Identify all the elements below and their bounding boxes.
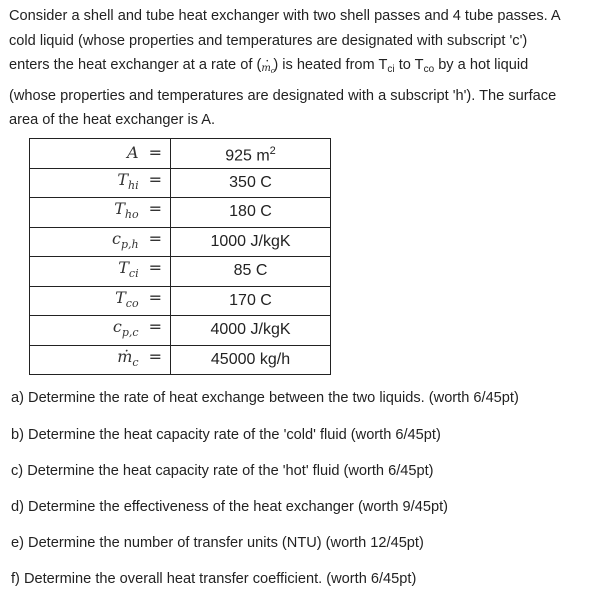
variable-subscript: p,c <box>121 326 139 340</box>
variable-cell <box>30 257 171 287</box>
equals-sign: = <box>148 258 162 278</box>
table-row <box>30 316 331 346</box>
value-text: 350 C <box>229 173 272 191</box>
equals-sign: = <box>148 228 162 248</box>
value-cell <box>171 257 331 287</box>
value-text: 85 C <box>233 262 268 280</box>
equals-sign: = <box>148 169 162 189</box>
variable-symbol: c <box>112 317 122 337</box>
variable-symbol: T <box>117 169 128 189</box>
intro-line-3b: ) is heated from T <box>273 57 388 73</box>
variable-symbol: T <box>115 287 126 307</box>
variable-subscript: c <box>132 355 139 369</box>
intro-line-2: cold liquid (whose properties and temperatures are designated with subscript 'c') <box>9 32 528 49</box>
intro-line-4: (whose properties and temperatures are designated with a subscript 'h'). The surface <box>9 87 557 104</box>
properties-table <box>29 138 331 375</box>
variable-subscript: ho <box>124 208 139 222</box>
variable-cell <box>30 345 171 375</box>
variable-subscript: co <box>125 296 139 310</box>
equals-sign: = <box>148 143 162 163</box>
variable-cell <box>30 198 171 228</box>
intro-line-5: area of the heat exchanger is A. <box>9 112 216 128</box>
question-a: a) Determine the rate of heat exchange between the two liquids. (worth 6/45pt) <box>11 390 519 406</box>
table-row <box>30 227 331 257</box>
question-b: b) Determine the heat capacity rate of the 'cold' fluid (worth 6/45pt) <box>11 427 441 443</box>
intro-line-1: Consider a shell and tube heat exchanger with two shell passes and 4 tube passes. A <box>9 8 561 24</box>
variable-symbol: A <box>127 143 139 163</box>
variable-cell <box>30 168 171 198</box>
question-f: f) Determine the overall heat transfer coefficient. (worth 6/45pt) <box>11 571 417 587</box>
variable-symbol: ṁ <box>117 346 133 366</box>
variable-cell <box>30 286 171 316</box>
question-d: d) Determine the effectiveness of the heat exchanger (worth 9/45pt) <box>11 499 448 515</box>
mass-flow-m: m <box>261 63 271 74</box>
variable-cell <box>30 139 171 169</box>
intro-line-3d: by a hot liquid <box>434 57 529 73</box>
table-row <box>30 257 331 287</box>
value-superscript: 2 <box>269 144 276 157</box>
variable-subscript: ci <box>128 267 139 281</box>
equals-sign: = <box>148 287 162 307</box>
intro-line-3a: enters the heat exchanger at a rate of ( <box>9 57 262 73</box>
intro-line-3 <box>9 53 609 84</box>
question-e: e) Determine the number of transfer units (NTU) (worth 12/45pt) <box>11 535 424 551</box>
value-cell <box>171 316 331 346</box>
variable-subscript: hi <box>127 178 139 192</box>
variable-symbol: c <box>112 228 121 248</box>
table-row <box>30 139 331 169</box>
value-cell <box>171 227 331 257</box>
equals-sign: = <box>148 199 162 219</box>
value-cell <box>171 345 331 375</box>
mass-flow-sub: c <box>270 67 275 75</box>
table-row <box>30 345 331 375</box>
variable-symbol: T <box>118 258 129 278</box>
problem-statement <box>9 4 609 133</box>
table-row <box>30 198 331 228</box>
variable-cell <box>30 227 171 257</box>
tci-subscript: ci <box>387 64 395 75</box>
value-text: 4000 J/kgK <box>210 321 291 339</box>
value-text: 925 m <box>225 146 270 164</box>
value-cell <box>171 139 331 169</box>
table-row <box>30 286 331 316</box>
variable-symbol: T <box>114 199 125 219</box>
equals-sign: = <box>148 317 162 337</box>
value-text: 170 C <box>229 291 272 309</box>
question-c: c) Determine the heat capacity rate of the 'hot' fluid (worth 6/45pt) <box>11 463 434 479</box>
mass-flow-symbol <box>261 57 273 84</box>
equals-sign: = <box>148 346 162 366</box>
variable-subscript: p,h <box>120 237 139 251</box>
value-text: 180 C <box>229 203 272 221</box>
table-row <box>30 168 331 198</box>
value-text: 45000 kg/h <box>210 350 291 368</box>
value-text: 1000 J/kgK <box>210 232 291 250</box>
value-cell <box>171 286 331 316</box>
value-cell <box>171 168 331 198</box>
intro-line-3c: to T <box>394 57 424 73</box>
value-cell <box>171 198 331 228</box>
variable-cell <box>30 316 171 346</box>
tco-subscript: co <box>423 64 435 75</box>
